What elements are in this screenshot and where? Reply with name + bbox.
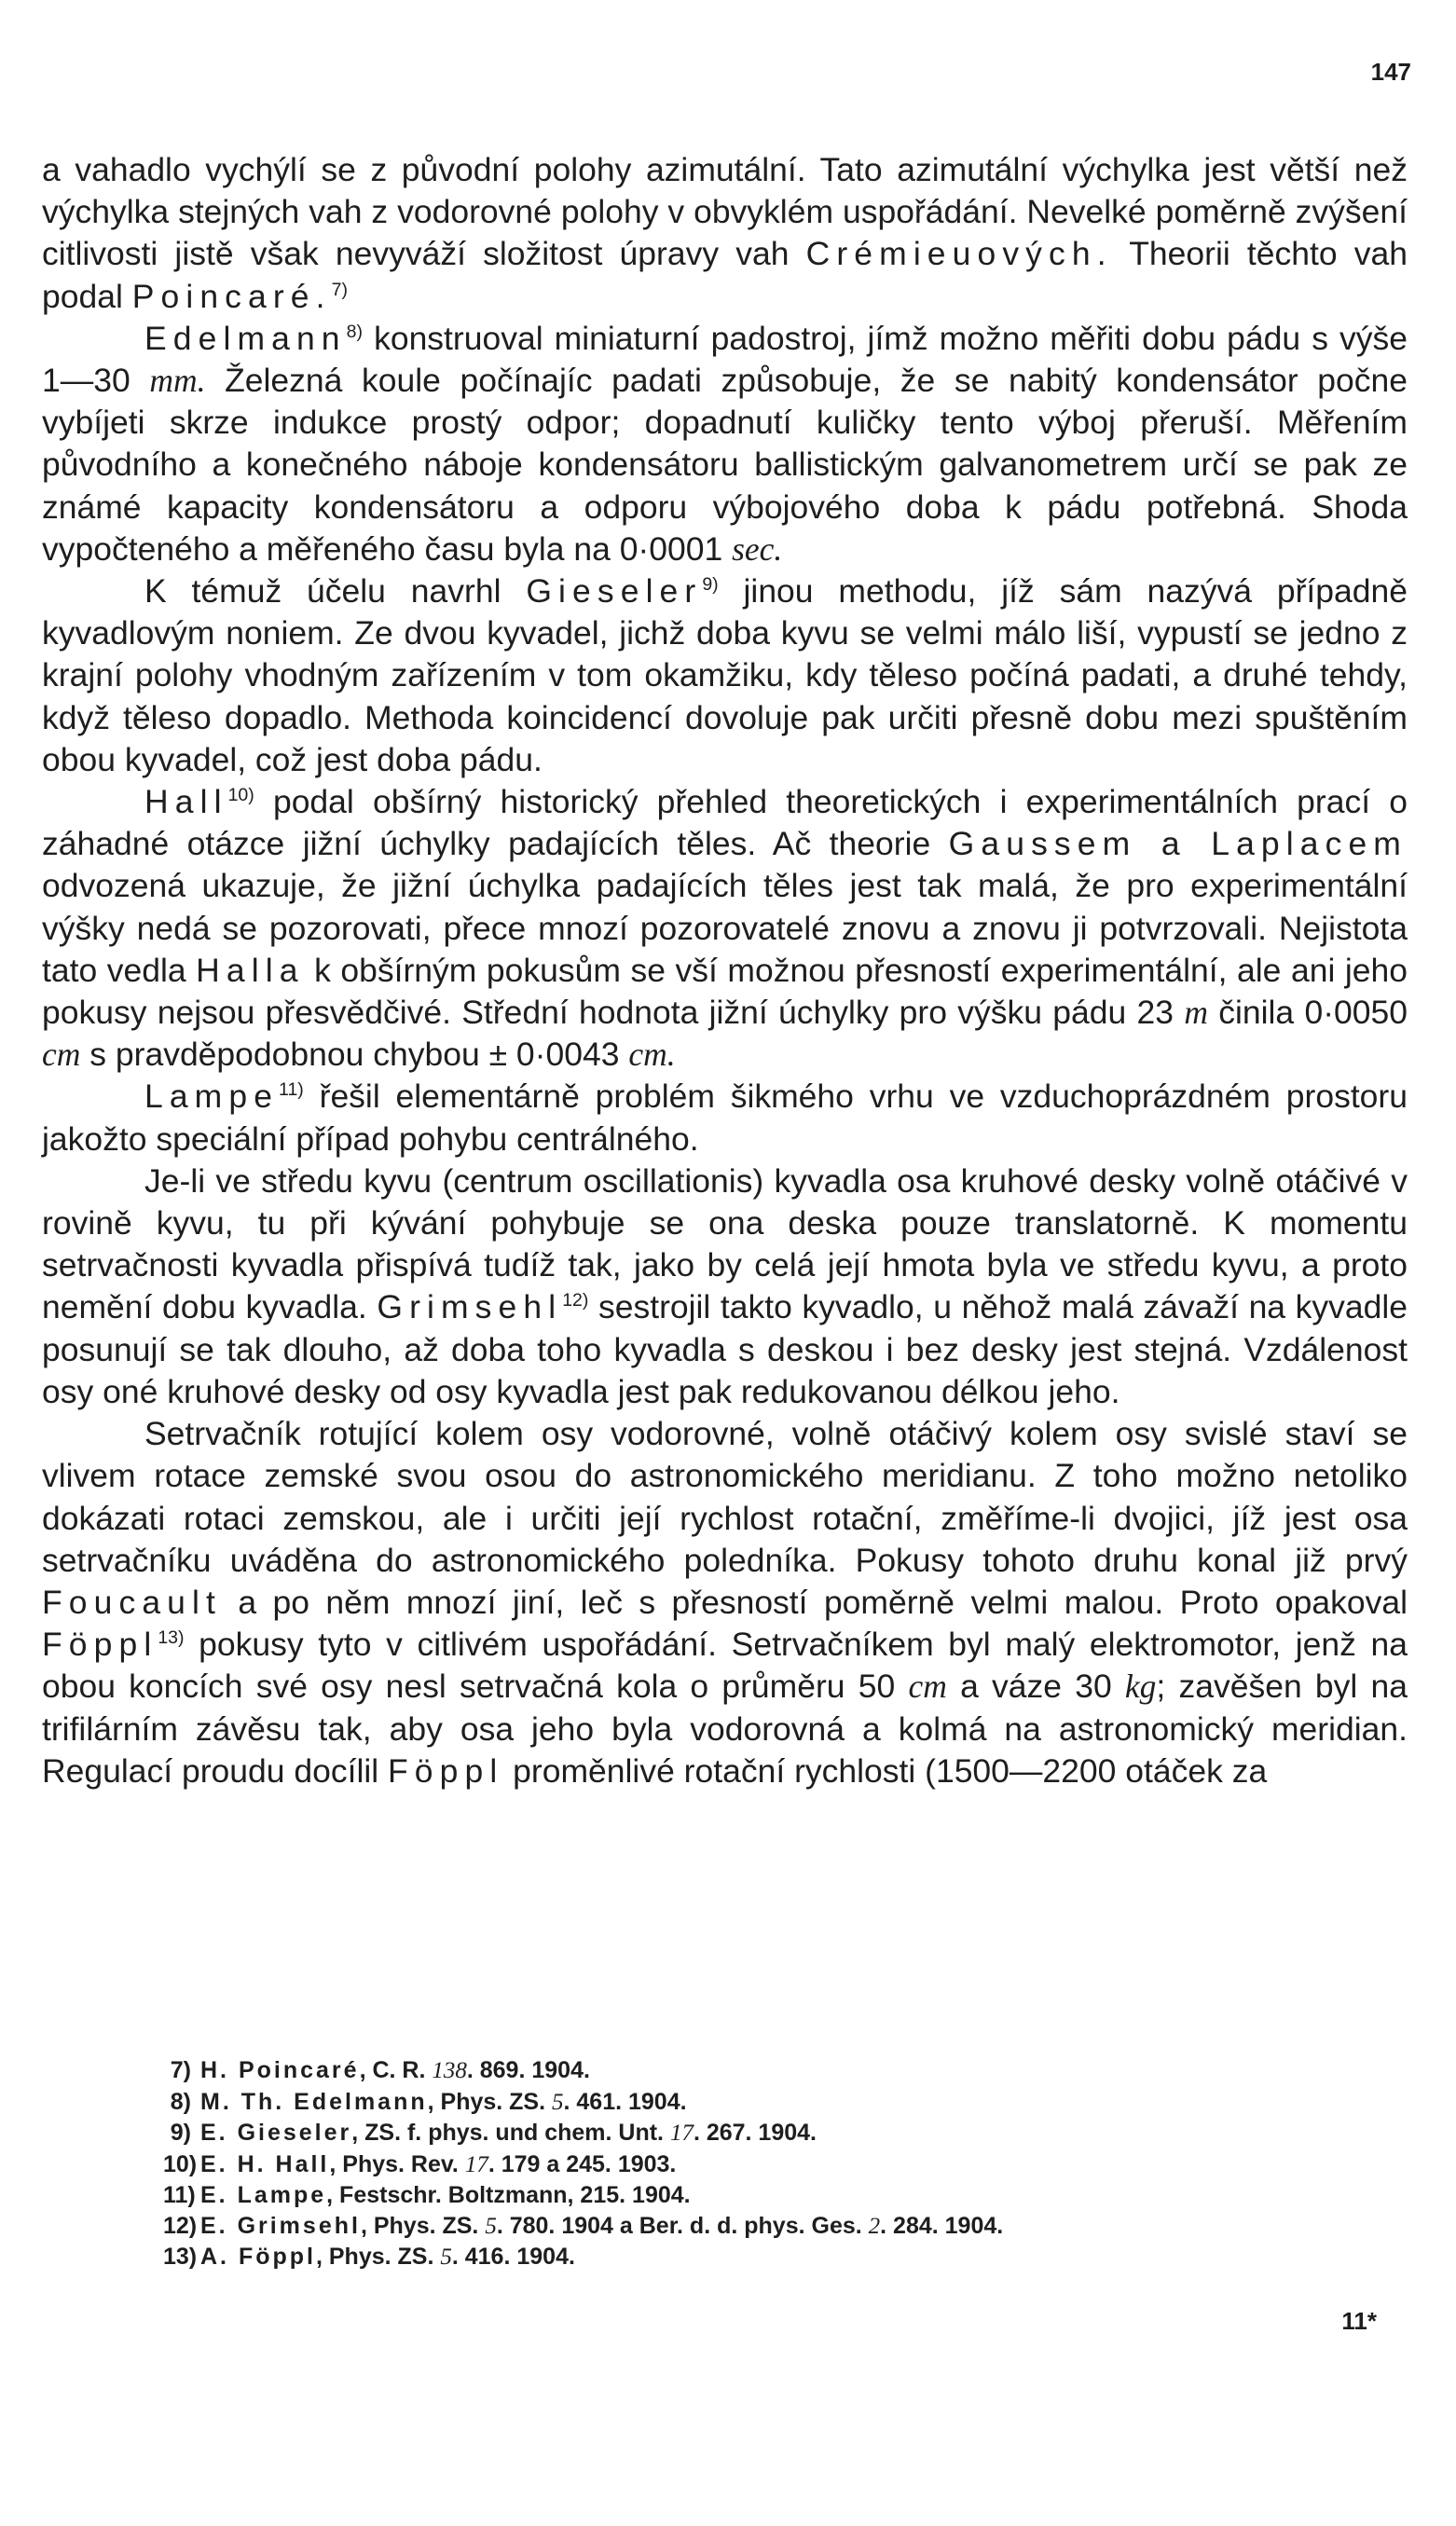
footnote-ref: 13) [158,1627,185,1649]
paragraph-7: Setrvačník rotující kolem osy vodorovné, volně otáčivý kolem osy svislé staví se vlivem rotace zemské svou osou do astronomického meridianu. Z toho možno netoliko dokázati rotaci zemskou, ale i určiti její rychlost rotační, změříme-li dvojici, jíž jest osa setrvačníku uváděna do astronomického poledníka. Pokusy tohoto druhu konal již prvý Foucault a po něm mnozí jiní, leč s přesností poměrně velmi malou. Proto opakoval Föppl$^{13)}$ pokusy tyto v citlivém uspořádání. Setrvačníkem byl malý elektromotor, jenž na obou koncích své osy nesl setrvačná kola o průměru 50 cm a váze 30 kg; zavěšen byl na trifilárním závěsu tak, aby osa jeho byla vodorovná a kolmá na astronomický meridian. Regulací proudu docílil Föppl proměnlivé rotační rychlosti (1500—2200 otáček za [42,1415,1408,1790]
author-name: Gaussem a Laplacem [948,825,1408,863]
author-name: Föppl [388,1751,504,1790]
paragraph-1: a vahadlo vychýlí se z původní polohy azimutální. Tato azimutální výchylka jest větší než výchylka stejných vah z vodorovné polohy v obvyklém uspořádání. Nevelké poměrně zvýšení citlivosti jistě však nevyváží složitost úpravy vah Crémieuových. Theorii těchto vah podal Poincaré.$^{7)}$ [42,151,1408,315]
author-name: Lampe [144,1078,280,1116]
footnote-ref: 7) [331,279,348,300]
paragraph-4: Hall$^{10)}$ podal obšírný historický přehled theoretických i experimentálních prací o záhadné otázce jižní úchylky padajících těles. Ač theorie Gaussem a Laplacem odvozená ukazuje, že jižní úchylka padajících těles jest tak malá, že pro experimentální výšky nedá se pozorovati, přece mnozí pozorovatelé znovu a znovu ji potvrzovali. Nejistota tato vedla Halla k obšírným pokusům se vší možnou přesností experimentální, ale ani jeho pokusy nejsou přesvědčivé. Střední hodnota jižní úchylky pro výšku pádu 23 m činila 0·0050 cm s pravděpodobnou chybou ± 0·0043 cm. [42,783,1408,1074]
footnote-9: 9) E. Gieseler, ZS. f. phys. und chem. Unt. 17. 267. 1904. [170,2120,817,2146]
author-name: Halla [196,951,305,989]
paragraph-6: Je-li ve středu kyvu (centrum oscillationis) kyvadla osa kruhové desky volně otáčivé v rovině kyvu, tu při kývání pohybuje se ona deska pouze translatorně. K momentu setrvačnosti kyvadla přispívá tudíž tak, jako by celá její hmota byla ve středu kyvu, a proto nemění dobu kyvadla. Grimsehl$^{12)}$ sestrojil takto kyvadlo, u něhož malá závaží na kyvadle posunují se tak dlouho, až doba toho kyvadla s deskou i bez desky jest stejná. Vzdálenost osy oné kruhové desky od osy kyvadla jest pak redukovanou délkou jeho. [42,1161,1408,1410]
author-name: Hall [144,783,228,821]
author-name: Grimsehl [377,1288,563,1326]
footnote-ref: 9) [702,574,719,596]
unit: cm [42,1036,81,1074]
unit: cm [908,1668,947,1706]
footnote-13: 13) A. Föppl, Phys. ZS. 5. 416. 1904. [163,2244,575,2270]
unit: kg [1124,1668,1157,1706]
unit: m [1184,994,1208,1032]
footnote-ref: 10) [227,785,254,806]
footnotes [163,2055,1412,2273]
unit: mm. [149,362,206,400]
footnote-10: 10) E. H. Hall, Phys. Rev. 17. 179 a 245. 1903. [163,2150,677,2177]
footnote-ref: 12) [562,1290,589,1311]
paragraph-5: Lampe$^{11)}$ řešil elementárně problém šikmého vrhu ve vzduchoprázdném prostoru jakožto speciální případ pohybu centrálného. [42,1078,1408,1158]
author-name: Edelmann [144,319,347,357]
footnote-ref: 11) [279,1079,304,1101]
footnote-ref: 8) [346,321,364,342]
paragraph-3: K témuž účelu navrhl Gieseler$^{9)}$ jinou methodu, jíž sám nazývá případně kyvadlovým noniem. Ze dvou kyvadel, jichž doba kyvu se velmi málo liší, vypustí se jedno z krajní polohy vhodným zařízením v tom okamžiku, kdy těleso počíná padati, a druhé tehdy, když těleso dopadlo. Methoda koincidencí dovoluje pak určiti přesně dobu mezi spuštěním obou kyvadel, což jest doba pádu. [42,572,1408,778]
paragraph-2: Edelmann$^{8)}$ konstruoval miniaturní padostroj, jímž možno měřiti dobu pádu s výše 1—30 mm. Železná koule počínajíc padati způsobuje, že se nabitý kondensátor počne vybíjeti skrze indukce prostý odpor; dopadnutí kuličky tento výboj přeruší. Měřením původního a konečného náboje kondensátoru ballistickým galvanometrem určí se pak ze známé kapacity kondensátoru a odporu výbojového doba k pádu potřebná. Shoda vypočteného a měřeného času byla na 0·0001 sec. [42,319,1408,568]
footnote-11: 11) E. Lampe, Festschr. Boltzmann, 215. 1904. [163,2182,691,2208]
author-name: Foucault [42,1583,222,1621]
author-name: Gieseler [526,572,703,611]
footnote-7: 7) H. Poincaré, C. R. 138. 869. 1904. [170,2057,590,2083]
author-name: Crémieuových. [805,235,1113,273]
author-name: Föppl [42,1626,158,1664]
page-number: 147 [1370,58,1411,86]
footnote-8: 8) M. Th. Edelmann, Phys. ZS. 5. 461. 1904. [170,2088,687,2115]
signature-mark: 11* [1341,2307,1377,2335]
footnote-12: 12) E. Grimsehl, Phys. ZS. 5. 780. 1904 a Ber. d. d. phys. Ges. 2. 284. 1904. [163,2212,1004,2239]
author-name: Poincaré. [131,277,332,315]
body-text [42,149,1408,1792]
unit: cm. [628,1036,676,1074]
unit: sec. [732,529,783,568]
